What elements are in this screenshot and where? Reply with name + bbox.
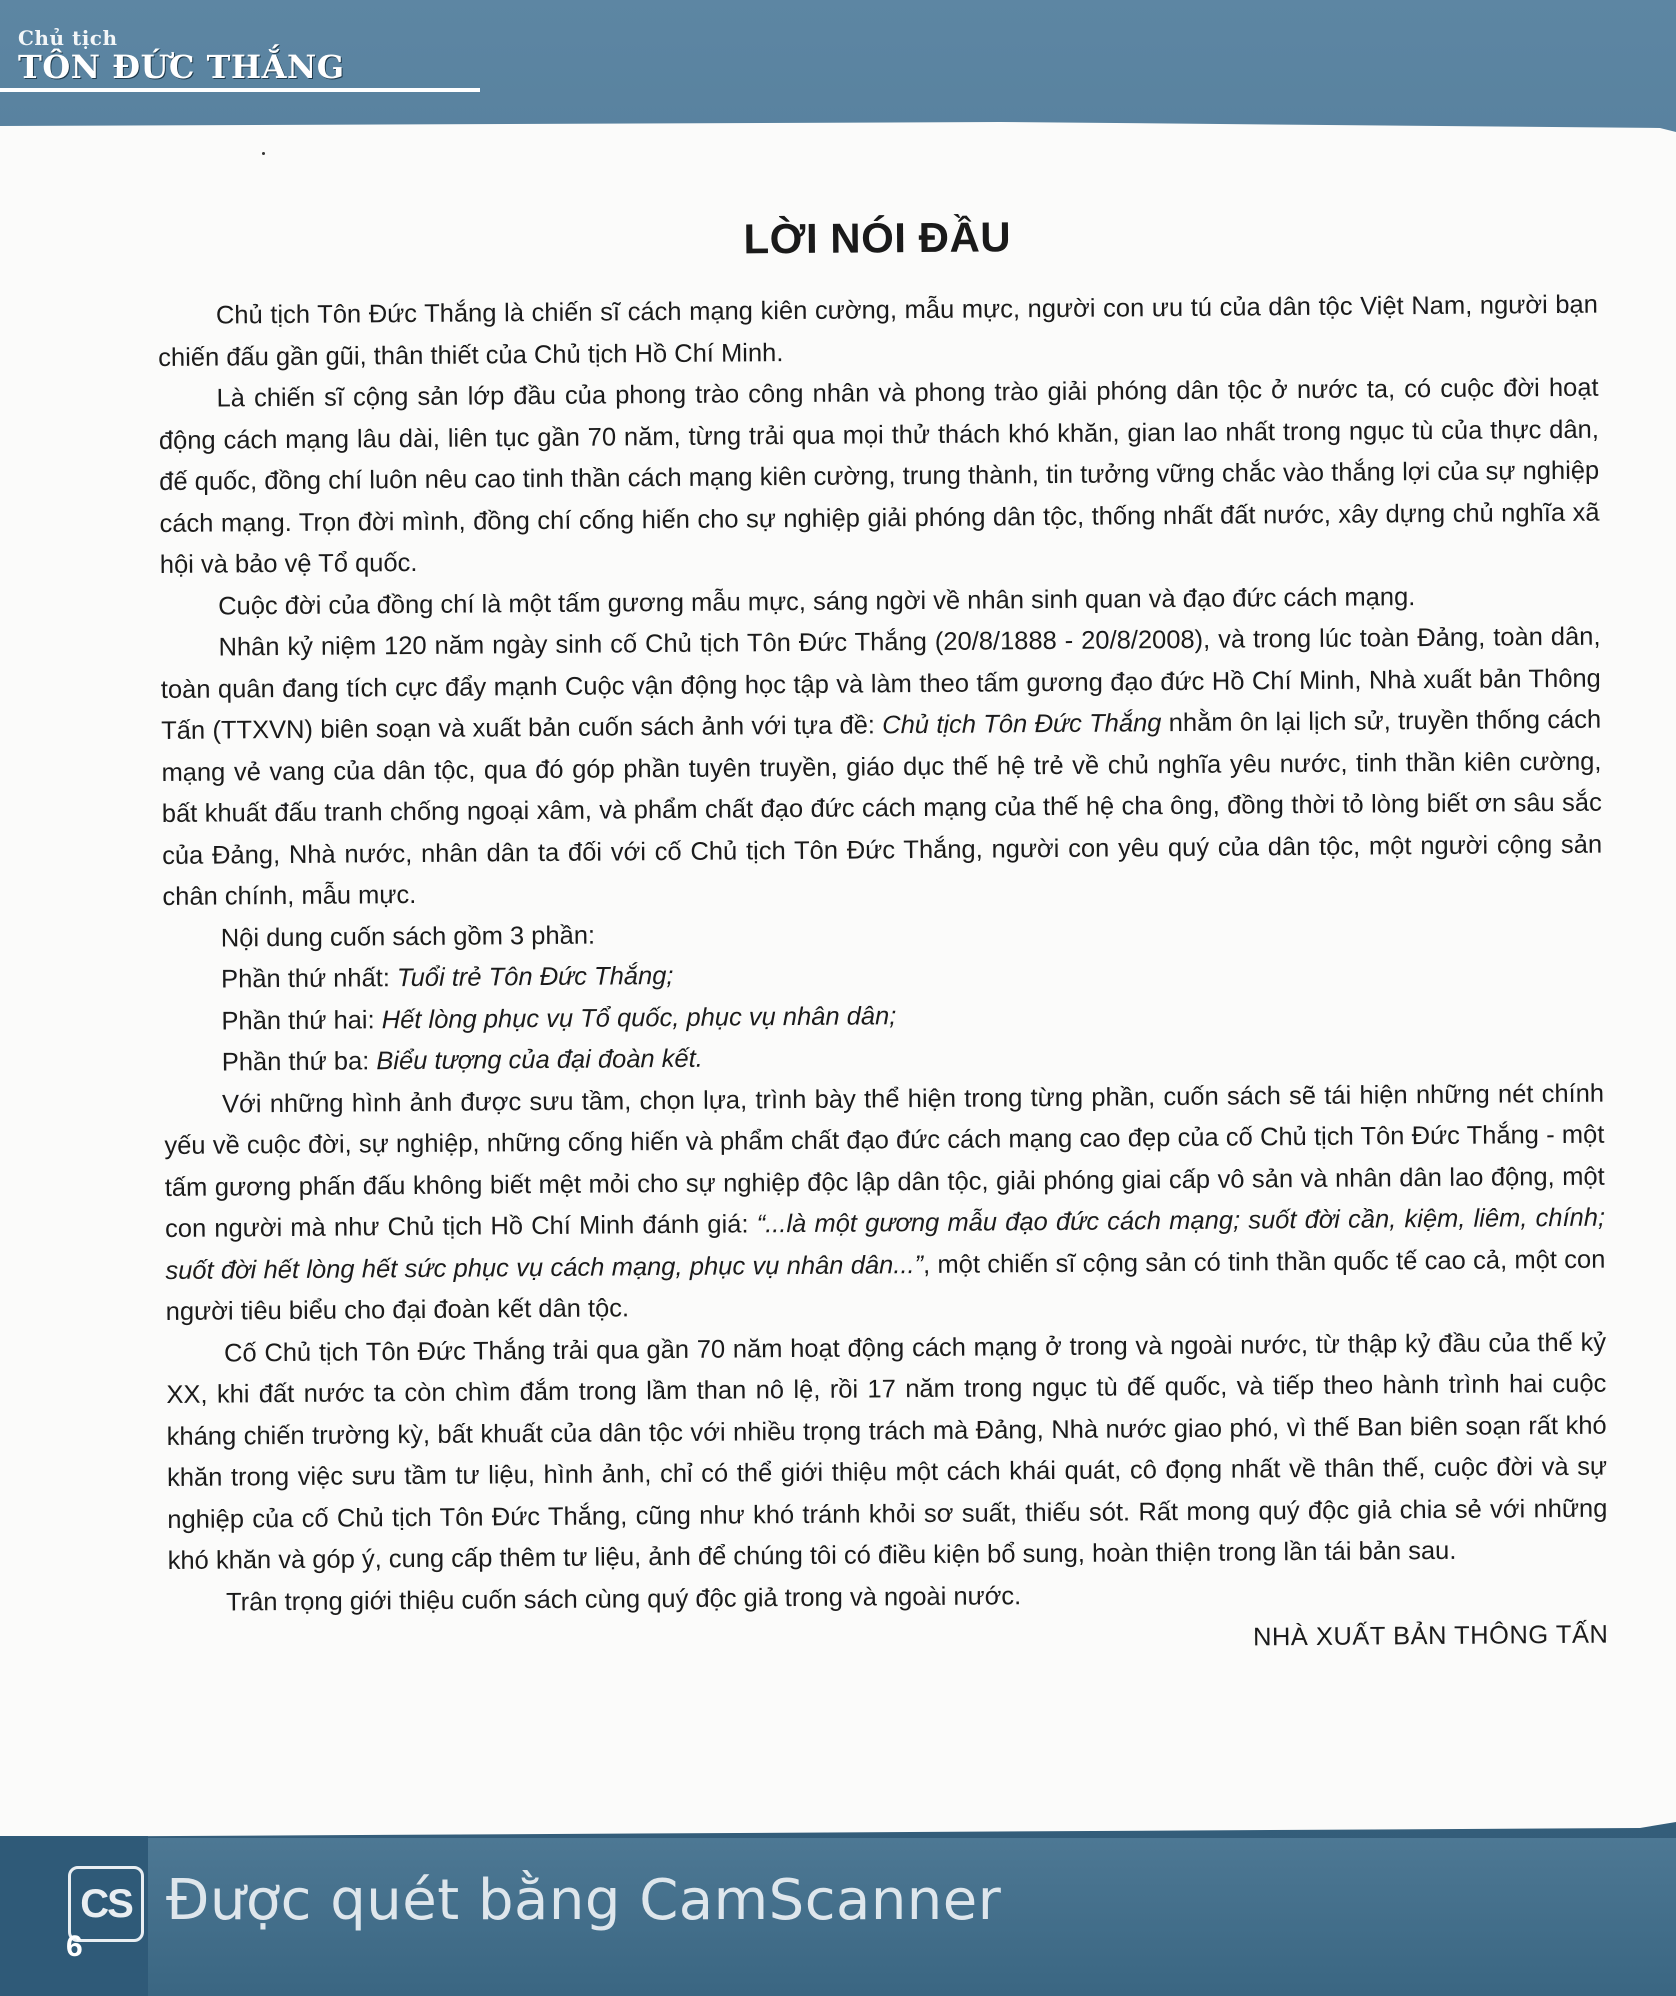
- book-header: [18, 26, 345, 86]
- part-2-label: Phần thứ hai:: [221, 1005, 382, 1036]
- scanner-watermark: Được quét bằng CamScanner: [166, 1868, 1002, 1933]
- paragraph-4: [160, 617, 1602, 919]
- page-number: 6: [66, 1930, 83, 1963]
- paragraph-4-text-b: nhằm ôn lại lịch sử, truyền thống cách mạng vẻ vang của dân tộc, qua đó góp phần tuyên truyền, giáo dục thế hệ trẻ về chủ nghĩa yêu nước, tinh thần kiên cường, bất khuất đấu tranh chống ngoại xâm, và phẩm chất đạo đức cách mạng của thế hệ cha ông, đồng thời tỏ lòng biết ơn sâu sắc của Đảng, Nhà nước, nhân dân ta đối với cố Chủ tịch Tôn Đức Thắng, người con yêu quý của dân tộc, một người cộng sản chân chính, mẫu mực.: [161, 705, 1603, 911]
- header-title: TÔN ĐỨC THẮNG: [18, 48, 345, 86]
- part-1-title: Tuổi trẻ Tôn Đức Thắng;: [396, 961, 674, 993]
- part-3-title: Biểu tượng của đại đoàn kết.: [376, 1044, 703, 1076]
- page-content: [157, 189, 1608, 1668]
- part-1-label: Phần thứ nhất:: [221, 964, 398, 994]
- paragraph-6-text-b: , một chiến sĩ cộng sản có tinh thần quốc tế cao cả, một con người tiêu biểu cho đại đoàn kết dân tộc.: [165, 1245, 1606, 1326]
- dust-speck: [262, 152, 265, 155]
- part-2-title: Hết lòng phục vụ Tổ quốc, phục vụ nhân dân;: [381, 1001, 897, 1034]
- camscanner-logo-icon: CS: [68, 1866, 144, 1942]
- paragraph-6: [164, 1073, 1606, 1333]
- paragraph-5: Nội dung cuốn sách gồm 3 phần:: [220, 921, 596, 953]
- ho-chi-minh-quote: “...là một gương mẫu đạo đức cách mạng; suốt đời cần, kiệm, liêm, chính; suốt đời hết lòng hết sức phục vụ cách mạng, phục vụ nhân dân...”: [165, 1203, 1606, 1285]
- paragraph-7: Cố Chủ tịch Tôn Đức Thắng trải qua gần 70 năm hoạt động cách mạng ở trong và ngoài nước, từ thập kỷ đầu của thế kỷ XX, khi đất nước ta còn chìm đắm trong lầm than nô lệ, rồi 17 năm trong ngục tù đế quốc, và tiếp theo hành trình hai cuộc kháng chiến trường kỳ, bất khuất của dân tộc với nhiều trọng trách mà Đảng, Nhà nước giao phó, vì thế Ban biên soạn rất khó khăn trong việc sưu tầm tư liệu, hình ảnh, chỉ có thể giới thiệu một cách khái quát, cô đọng nhất về thân thế, cuộc đời và sự nghiệp của cố Chủ tịch Tôn Đức Thắng, cũng như khó tránh khỏi sơ suất, thiếu sót. Rất mong quý độc giả chia sẻ với những khó khăn và góp ý, cung cấp thêm tư liệu, ảnh để chúng tôi có điều kiện bổ sung, hoàn thiện trong lần tái bản sau.: [166, 1328, 1608, 1575]
- paragraph-2: Là chiến sĩ cộng sản lớp đầu của phong trào công nhân và phong trào giải phóng dân tộc ở nước ta, có cuộc đời hoạt động cách mạng lâu dài, liên tục gần 70 năm, từng trải qua mọi thử thách khó khăn, gian lao nhất trong ngục tù của thực dân, đế quốc, đồng chí luôn nêu cao tinh thần cách mạng kiên cường, trung thành, tin tưởng vững chắc vào thắng lợi của sự nghiệp cách mạng. Trọn đời mình, đồng chí cống hiến cho sự nghiệp giải phóng dân tộc, thống nhất đất nước, xây dựng chủ nghĩa xã hội và bảo vệ Tổ quốc.: [158, 373, 1600, 579]
- header-divider: [0, 88, 480, 92]
- paragraph-4-text-a: Nhân kỷ niệm 120 năm ngày sinh cố Chủ tịch Tôn Đức Thắng (20/8/1888 - 20/8/2008), và trong lúc toàn Đảng, toàn dân, toàn quân đang tích cực đẩy mạnh Cuộc vận động học tập và làm theo tấm gương đạo đức Hồ Chí Minh, Nhà xuất bản Thông Tấn (TTXVN) biên soạn và xuất bản cuốn sách ảnh với tựa đề:: [160, 622, 1601, 745]
- publisher-signature: NHÀ XUẤT BẢN THÔNG TẤN: [1252, 1620, 1609, 1652]
- paragraph-8: Trân trọng giới thiệu cuốn sách cùng quý độc giả trong và ngoài nước.: [225, 1581, 1022, 1617]
- part-3-label: Phần thứ ba:: [221, 1047, 377, 1077]
- paragraph-6-text-a: Với những hình ảnh được sưu tầm, chọn lựa, trình bày thể hiện trong từng phần, cuốn sách sẽ tái hiện những nét chính yếu về cuộc đời, sự nghiệp, những cống hiến và phẩm chất đạo đức cách mạng cao đẹp của cố Chủ tịch Tôn Đức Thắng - một tấm gương phấn đấu không biết mệt mỏi cho sự nghiệp độc lập dân tộc, giải phóng giai cấp vô sản và nhân dân lao động, một con người mà như Chủ tịch Hồ Chí Minh đánh giá:: [164, 1079, 1605, 1243]
- page-title: LỜI NÓI ĐẦU: [743, 213, 1012, 263]
- book-title-italic: Chủ tịch Tôn Đức Thắng: [882, 709, 1162, 740]
- paragraph-1: Chủ tịch Tôn Đức Thắng là chiến sĩ cách mạng kiên cường, mẫu mực, người con ưu tú của dân tộc Việt Nam, người bạn chiến đấu gần gũi, thân thiết của Chủ tịch Hồ Chí Minh.: [158, 290, 1598, 372]
- paragraph-3: Cuộc đời của đồng chí là một tấm gương mẫu mực, sáng ngời về nhân sinh quan và đạo đức cách mạng.: [218, 582, 1416, 621]
- header-subtitle: Chủ tịch: [18, 26, 118, 50]
